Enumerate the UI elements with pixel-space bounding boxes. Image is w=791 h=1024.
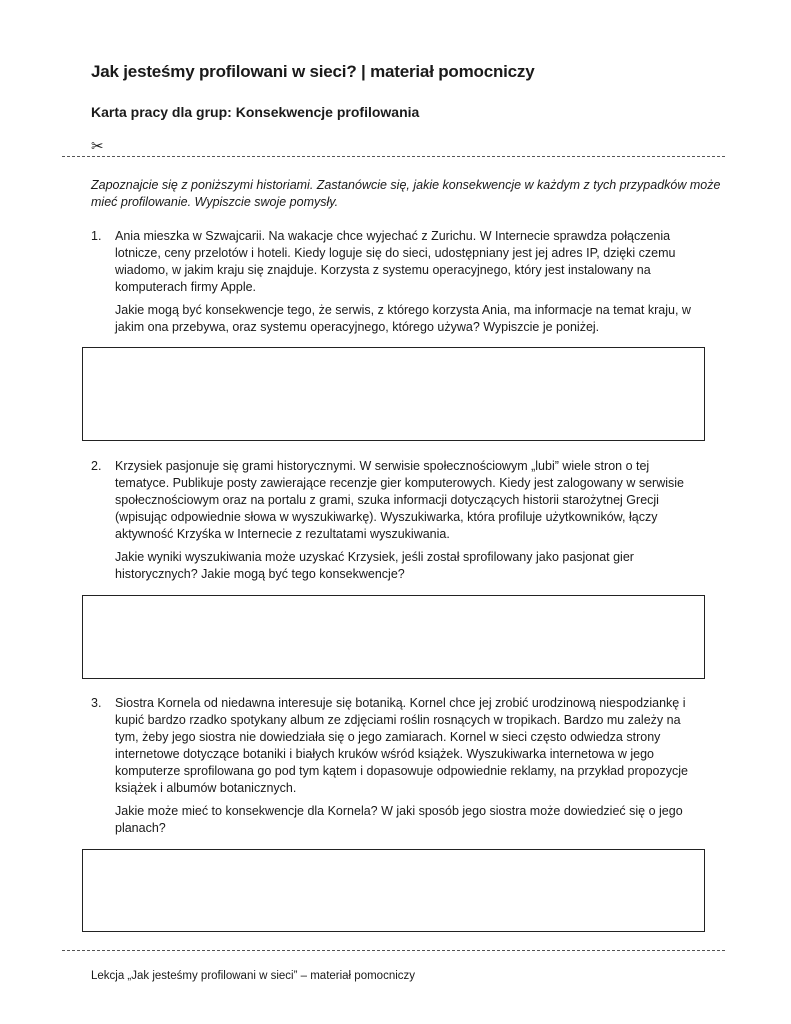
answer-box-2[interactable] (82, 595, 705, 679)
cut-line-top (62, 156, 725, 157)
story-text: Krzysiek pasjonuje się grami historycznymi. W serwisie społecznościowym „lubi” wiele stron o tej tematyce. Publikuje posty zawierające recenzje gier komputerowych. Kiedy jest zalogowany w serwisie społecznościowym oraz na portalu z grami, szuka informacji dotyczących historii starożytnej Grecji (wpisując odpowiednie słowa w wyszukiwarkę). Wyszukiwarka, która profiluje użytkowników, łączy aktywność Krzyśka w Internecie z rezultatami wyszukiwania. (115, 459, 685, 541)
story-number: 2. (91, 459, 102, 473)
story-question: Jakie wyniki wyszukiwania może uzyskać Krzysiek, jeśli został sprofilowany jako pasjonat gier historycznych? Jakie mogą być tego konsekwencje? (115, 550, 634, 581)
story-number: 3. (91, 696, 102, 710)
story-text: Ania mieszka w Szwajcarii. Na wakacje chce wyjechać z Zurichu. W Internecie sprawdza połączenia lotnicze, ceny przelotów i hoteli. Kiedy loguje się do sieci, udostępniany jest jej adres IP, dzięki czemu wiadomo, w jakim kraju się znajduje. Korzysta z systemu operacyjnego, który jest instalowany na komputerach firmy Apple. (115, 229, 676, 294)
footer: Lekcja „Jak jesteśmy profilowani w sieci” – materiał pomocniczy (91, 970, 416, 982)
story-1 (91, 228, 706, 342)
instructions: Zapoznajcie się z poniższymi historiami. Zastanówcie się, jakie konsekwencje w każdym z tych przypadków może mieć profilowanie. Wypiszcie swoje pomysły. (91, 178, 721, 209)
story-question: Jakie mogą być konsekwencje tego, że serwis, z którego korzysta Ania, ma informacje na temat kraju, w jakim ona przebywa, oraz systemu operacyjnego, którego używa? Wypiszcie je poniżej. (115, 303, 691, 334)
answer-box-3[interactable] (82, 849, 705, 932)
page-title: Jak jesteśmy profilowani w sieci? | materiał pomocniczy (91, 62, 535, 81)
page-subtitle: Karta pracy dla grup: Konsekwencje profilowania (91, 104, 420, 120)
story-text: Siostra Kornela od niedawna interesuje się botaniką. Kornel chce jej zrobić urodzinową niespodziankę i kupić bardzo rzadko spotykany album ze zdjęciami roślin rosnących w tropikach. Bardzo mu zależy na tym, żeby jego siostra nie dowiedziała się o jego zamiarach. Kornel w sieci często odwiedza strony internetowe dotyczące botaniki i białych kruków wśród książek. Wyszukiwarka internetowa w jego komputerze sprofilowana go pod tym kątem i dopasowuje odpowiednie reklamy, na przykład propozycje książek i albumów botanicznych. (115, 696, 688, 795)
answer-box-1[interactable] (82, 347, 705, 441)
story-3 (91, 695, 706, 843)
story-number: 1. (91, 229, 102, 243)
story-question: Jakie może mieć to konsekwencje dla Kornela? W jaki sposób jego siostra może dowiedzieć się o jego planach? (115, 804, 683, 835)
story-2 (91, 458, 706, 589)
cut-line-bottom (62, 950, 725, 951)
scissors-icon: ✂ (91, 138, 104, 155)
